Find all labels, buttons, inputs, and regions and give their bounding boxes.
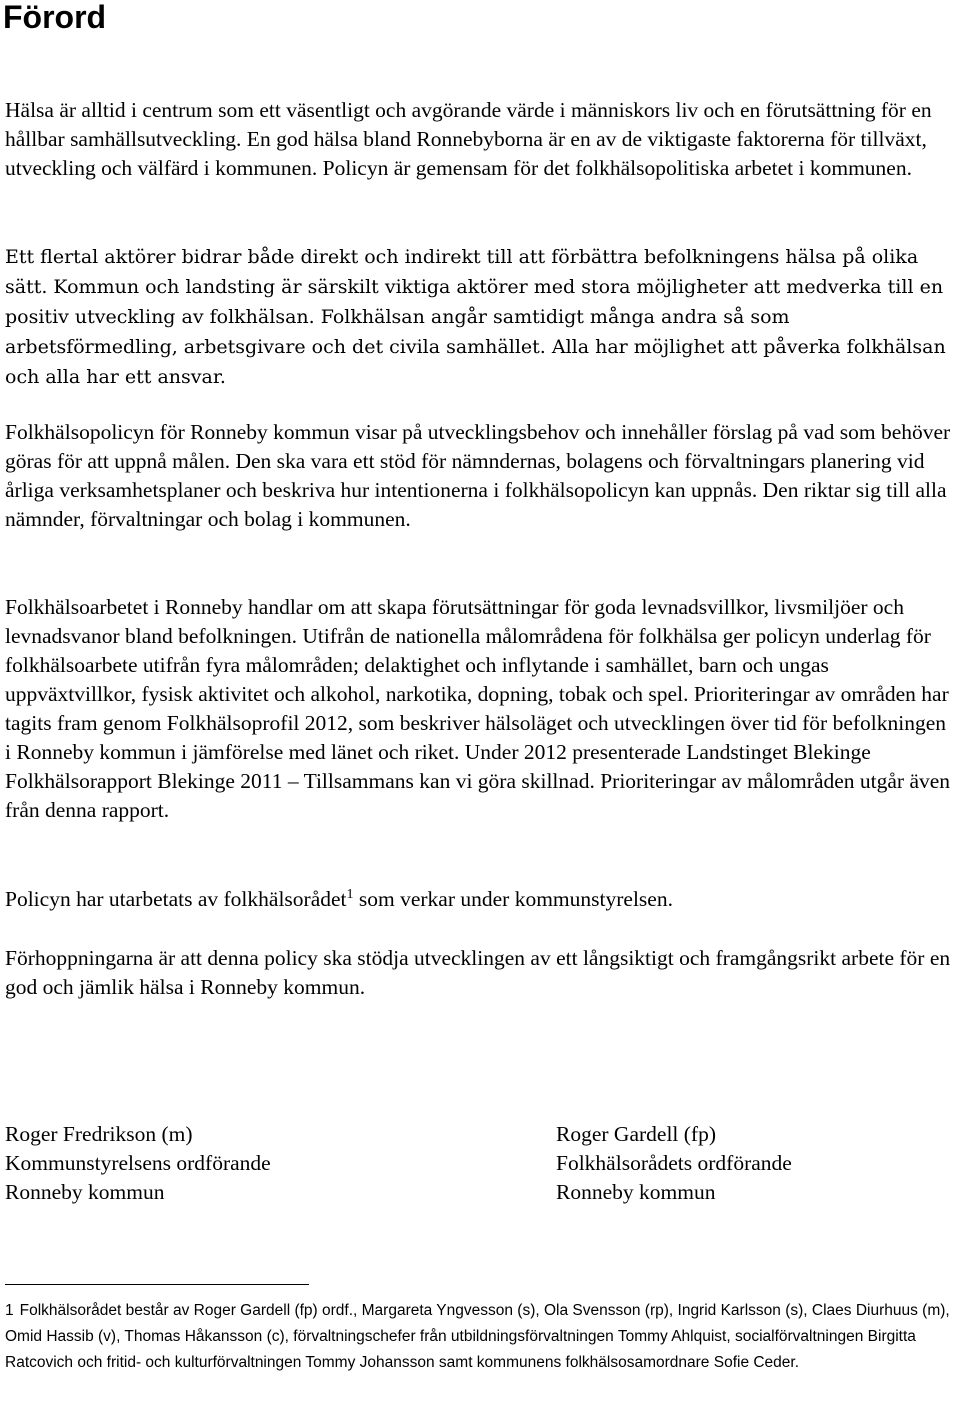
signatory-role: Kommunstyrelsens ordförande [5, 1151, 271, 1175]
footnote-separator [5, 1284, 309, 1285]
signatory-name: Roger Gardell (fp) [556, 1122, 716, 1146]
paragraph-public-health-work: Folkhälsoarbetet i Ronneby handlar om att skapa förutsättningar för goda levnadsvillkor, livsmiljöer och levnadsvanor bland befolkningen. Utifrån de nationella målområdena för folkhälsa ger policyn underlag för folkhälsoarbete utifrån fyra målområden; delaktighet och inflytande i samhället, barn och ungas uppväxtvillkor, fysisk aktivitet och alkohol, narkotika, dopning, tobak och spel. Prioriteringar av områden har tagits fram genom Folkhälsoprofil 2012, som beskriver hälsoläget och utvecklingen över tid för befolkningen i Ronneby kommun i jämförelse med länet och riket. Under 2012 presenterade Landstinget Blekinge Folkhälsorapport Blekinge 2011 – Tillsammans kan vi göra skillnad. Prioriteringar av målområden utgår även från denna rapport. [5, 595, 951, 822]
paragraph-council-text: Policyn har utarbetats av folkhälsorådet [5, 887, 347, 911]
footnote-marker: 1 [5, 1302, 14, 1319]
signature-block-right [556, 1120, 792, 1207]
paragraph-actors: Ett flertal aktörer bidrar både direkt och indirekt till att förbättra befolkningens hälsa på olika sätt. Kommun och landsting är särskilt viktiga aktörer med stora möjligheter att medverka till en positiv utveckling av folkhälsan. Folkhälsan angår samtidigt många andra så som arbetsförmedling, arbetsgivare och det civila samhället. Alla har möjlighet att påverka folkhälsan och alla har ett ansvar. [5, 246, 946, 388]
paragraph-hopes: Förhoppningarna är att denna policy ska stödja utvecklingen av ett långsiktigt och framgångsrikt arbete för en god och jämlik hälsa i Ronneby kommun. [5, 946, 951, 999]
footnote [5, 1298, 955, 1376]
footnote-text: Folkhälsorådet består av Roger Gardell (fp) ordf., Margareta Yngvesson (s), Ola Svensson (rp), Ingrid Karlsson (s), Claes Diurhuus (m), Omid Hassib (v), Thomas Håkansson (c), förvaltningschefer från utbildningsförvaltningen Tommy Ahlquist, socialförvaltningen Birgitta Ratcovich och fritid- och kulturförvaltningen Tommy Johansson samt kommunens folkhälsosamordnare Sofie Ceder. [5, 1302, 950, 1371]
signatory-organization: Ronneby kommun [5, 1180, 165, 1204]
paragraph-policy-purpose: Folkhälsopolicyn för Ronneby kommun visar på utvecklingsbehov och innehåller förslag på vad som behöver göras för att uppnå målen. Den ska vara ett stöd för nämndernas, bolagens och förvaltningars planering vid årliga verksamhetsplaner och beskriva hur intentionerna i folkhälsopolicyn kan uppnås. Den riktar sig till alla nämnder, förvaltningar och bolag i kommunen. [5, 420, 951, 531]
footnote-reference: 1 [346, 887, 354, 902]
signature-block-left [5, 1120, 271, 1207]
signatory-role: Folkhälsorådets ordförande [556, 1151, 792, 1175]
signatory-name: Roger Fredrikson (m) [5, 1122, 193, 1146]
paragraph-intro: Hälsa är alltid i centrum som ett väsentligt och avgörande värde i människors liv och en förutsättning för en hållbar samhällsutveckling. En god hälsa bland Ronnebyborna är en av de viktigaste faktorerna för tillväxt, utveckling och välfärd i kommunen. Policyn är gemensam för det folkhälsopolitiska arbetet i kommunen. [5, 98, 932, 180]
paragraph-council [5, 885, 955, 914]
page-title: Förord [3, 0, 107, 35]
signatory-organization: Ronneby kommun [556, 1180, 716, 1204]
paragraph-council-text-end: som verkar under kommunstyrelsen. [353, 887, 673, 911]
